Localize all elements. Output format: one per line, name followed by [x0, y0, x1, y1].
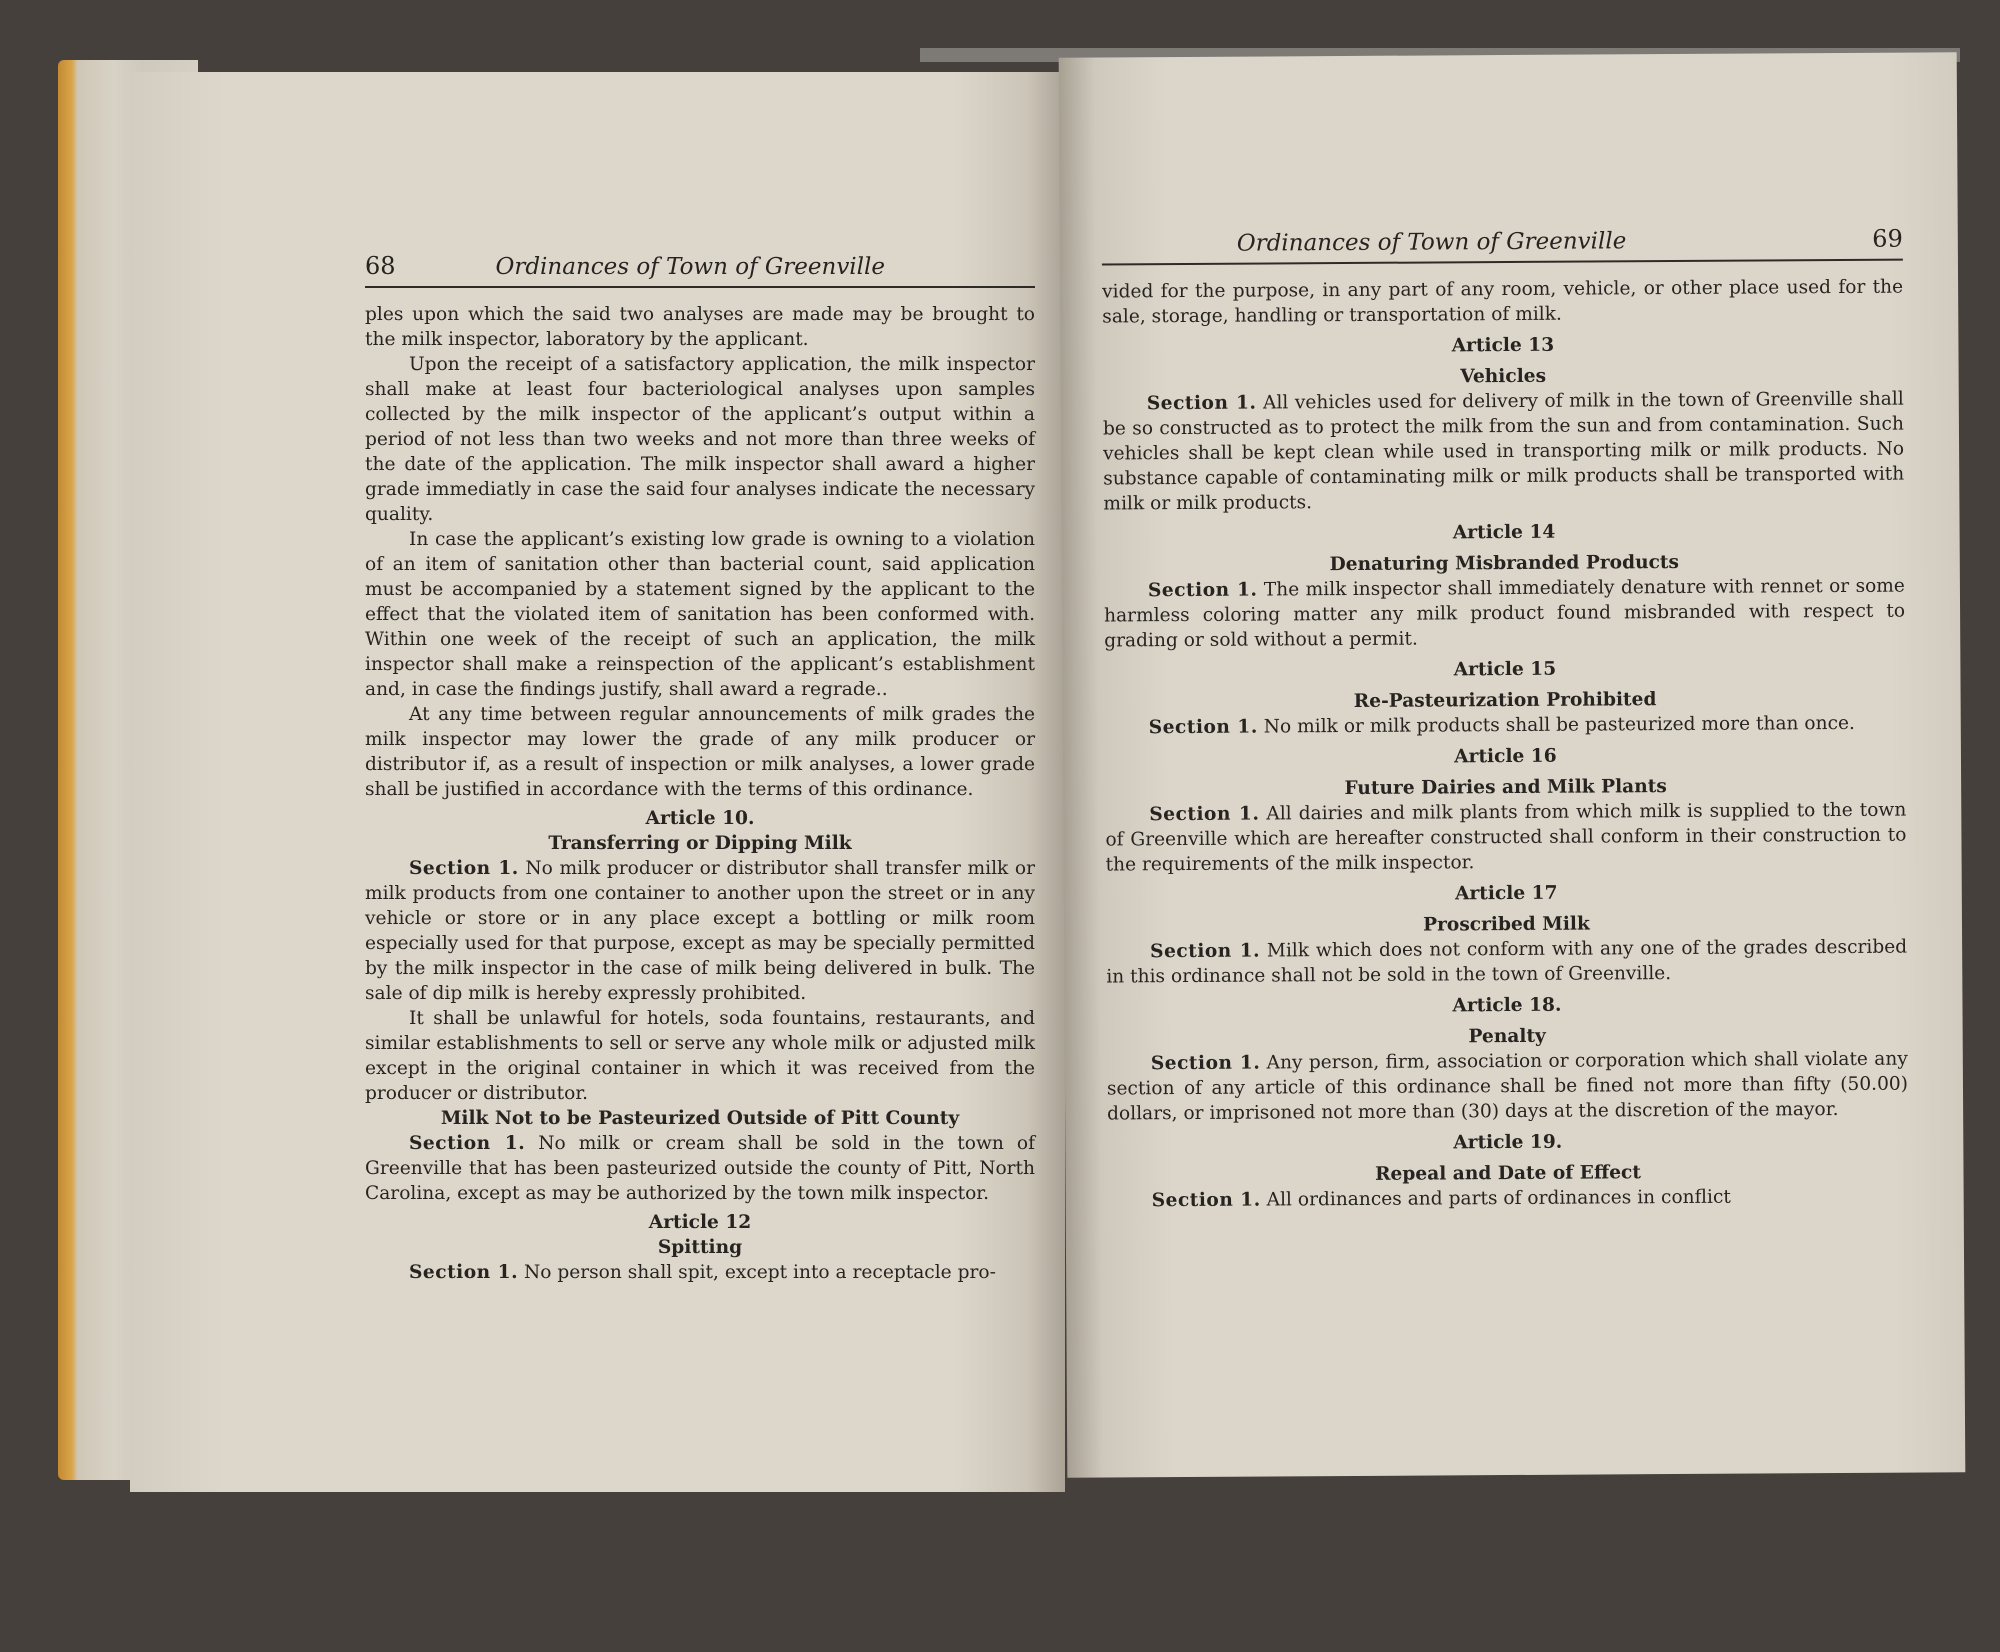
section-paragraph — [1106, 935, 1907, 990]
article-heading: Article 19. — [1453, 1131, 1563, 1154]
article-title: Transferring or Dipping Milk — [548, 833, 852, 854]
left-page-number: 68 — [365, 252, 396, 280]
section-paragraph — [1103, 387, 1905, 517]
article-heading: Article 15 — [1453, 658, 1557, 681]
section-paragraph — [1104, 574, 1905, 654]
article-heading: Article 18. — [1452, 994, 1562, 1017]
section-paragraph — [365, 1131, 1035, 1206]
paragraph: At any time between regular announcements of milk grades the milk inspector may lower the grade of any milk producer or distributor if, as a result of inspection or milk analyses, a lower grade shall be justified in accordance with the terms of this ordinance. — [365, 704, 1035, 800]
section-text: No person shall spit, except into a receptacle pro- — [523, 1262, 996, 1283]
paragraph: vided for the purpose, in any part of any room, vehicle, or other place used for the sale, storage, handling or transportation of milk. — [1102, 276, 1904, 328]
section-text: No milk or cream shall be sold in the town of Greenville that has been pasteurized outside the county of Pitt, North Carolina, except as may be authorized by the town milk inspector. — [365, 1133, 1035, 1204]
right-page-number: 69 — [1872, 224, 1903, 253]
section-text: No milk producer or distributor shall transfer milk or milk products from one container to another upon the street or in any vehicle or store or in any place except a bottling or milk room especially used for that purpose, except as may be specially permitted by the milk inspector in the case of milk being delivered in bulk. The sale of dip milk is hereby expressly prohibited. — [365, 858, 1036, 1004]
left-running-head-title: Ordinances of Town of Greenville — [495, 254, 885, 280]
article-title: Vehicles — [1460, 365, 1547, 388]
section-paragraph — [1108, 1184, 1909, 1214]
section-text: All dairies and milk plants from which milk is supplied to the town of Greenville which are hereafter constructed shall conform in their construction to the requirements of the milk inspector. — [1105, 799, 1907, 876]
section-label: Section 1. — [1147, 579, 1258, 602]
paragraph: In case the applicant’s existing low grade is owning to a violation of an item of sanitation other than bacterial count, said application must be accompanied by a statement signed by the applicant to the effect that the violated item of sanitation has been conformed with. Within one week of the receipt of such an application, the milk inspector shall make a reinspection of the applicant’s establishment and, in case the findings justify, shall award a regrade.. — [365, 529, 1035, 700]
article-title: Milk Not to be Pasteurized Outside of Pitt County — [440, 1108, 960, 1129]
paragraph: It shall be unlawful for hotels, soda fountains, restaurants, and similar establishments to sell or serve any whole milk or adjusted milk except in the original container in which it was received from the producer or distributor. — [365, 1008, 1035, 1104]
article-title: Repeal and Date of Effect — [1374, 1162, 1641, 1185]
article-heading: Article 12 — [648, 1212, 752, 1233]
article-heading: Article 13 — [1451, 334, 1555, 357]
section-label: Section 1. — [1149, 803, 1260, 826]
section-text: All ordinances and parts of ordinances in conflict — [1266, 1186, 1731, 1211]
article-heading: Article 10. — [645, 808, 755, 829]
section-label: Section 1. — [1151, 1189, 1261, 1212]
section-paragraph — [1105, 711, 1906, 741]
section-text: Any person, firm, association or corporation which shall violate any section of any article of this ordinance shall be fined not more than fifty (50.00) dollars, or imprisoned not more than (30) days at the discretion of the mayor. — [1106, 1048, 1909, 1125]
paragraph: Upon the receipt of a satisfactory application, the milk inspector shall make at least four bacteriological analyses upon samples collected by the milk inspector of the applicant’s output within a period of not less than two weeks and not more than three weeks of the date of the application. The milk inspector shall award a higher grade immediatly in case the said four analyses indicate the necessary quality. — [365, 354, 1035, 525]
right-page — [1059, 52, 1966, 1477]
paragraph: ples upon which the said two analyses are made may be brought to the milk inspector, laboratory by the applicant. — [365, 304, 1035, 350]
section-paragraph — [365, 856, 1035, 1006]
section-label: Section 1. — [1146, 392, 1257, 415]
article-heading: Article 16 — [1454, 745, 1557, 768]
section-label: Section 1. — [1148, 716, 1258, 739]
section-label: Section 1. — [409, 858, 519, 879]
article-title: Proscribed Milk — [1423, 913, 1590, 936]
article-heading: Article 17 — [1454, 882, 1558, 905]
left-page — [130, 72, 1065, 1492]
right-page-body — [1102, 275, 1909, 1214]
right-running-head-title: Ordinances of Town of Greenville — [1236, 228, 1627, 257]
article-title: Denaturing Misbranded Products — [1329, 551, 1680, 576]
article-title: Spitting — [657, 1237, 743, 1258]
section-label: Section 1. — [1150, 1052, 1261, 1075]
section-paragraph — [1107, 1047, 1908, 1127]
section-text: The milk inspector shall immediately denature with rennet or some harmless coloring matter any milk product found misbranded with respect to grading or sold without a permit. — [1104, 575, 1906, 652]
section-label: Section 1. — [409, 1262, 519, 1283]
article-heading: Article 14 — [1452, 521, 1556, 544]
section-paragraph — [365, 1260, 1035, 1285]
section-text: All vehicles used for delivery of milk in the town of Greenville shall be so constructed as to protect the milk from the sun and from contamination. Such vehicles shall be kept clean while used in transporting milk or milk products. No substance capable of contaminating milk or milk products shall be transported with milk or milk products. — [1102, 388, 1905, 515]
section-paragraph — [1105, 798, 1906, 878]
left-page-body — [365, 302, 1035, 1285]
article-title: Future Dairies and Milk Plants — [1344, 776, 1667, 800]
article-title: Re-Pasteurization Prohibited — [1353, 689, 1657, 712]
section-text: No milk or milk products shall be pasteurized more than once. — [1263, 712, 1855, 738]
right-running-head — [1102, 225, 1903, 266]
article-title: Penalty — [1468, 1025, 1546, 1048]
section-label: Section 1. — [1150, 940, 1261, 963]
section-label: Section 1. — [409, 1133, 526, 1154]
section-text: Milk which does not conform with any one of the grades described in this ordinance shall not be sold in the town of Greenville. — [1106, 936, 1908, 988]
left-running-head — [365, 252, 1035, 288]
